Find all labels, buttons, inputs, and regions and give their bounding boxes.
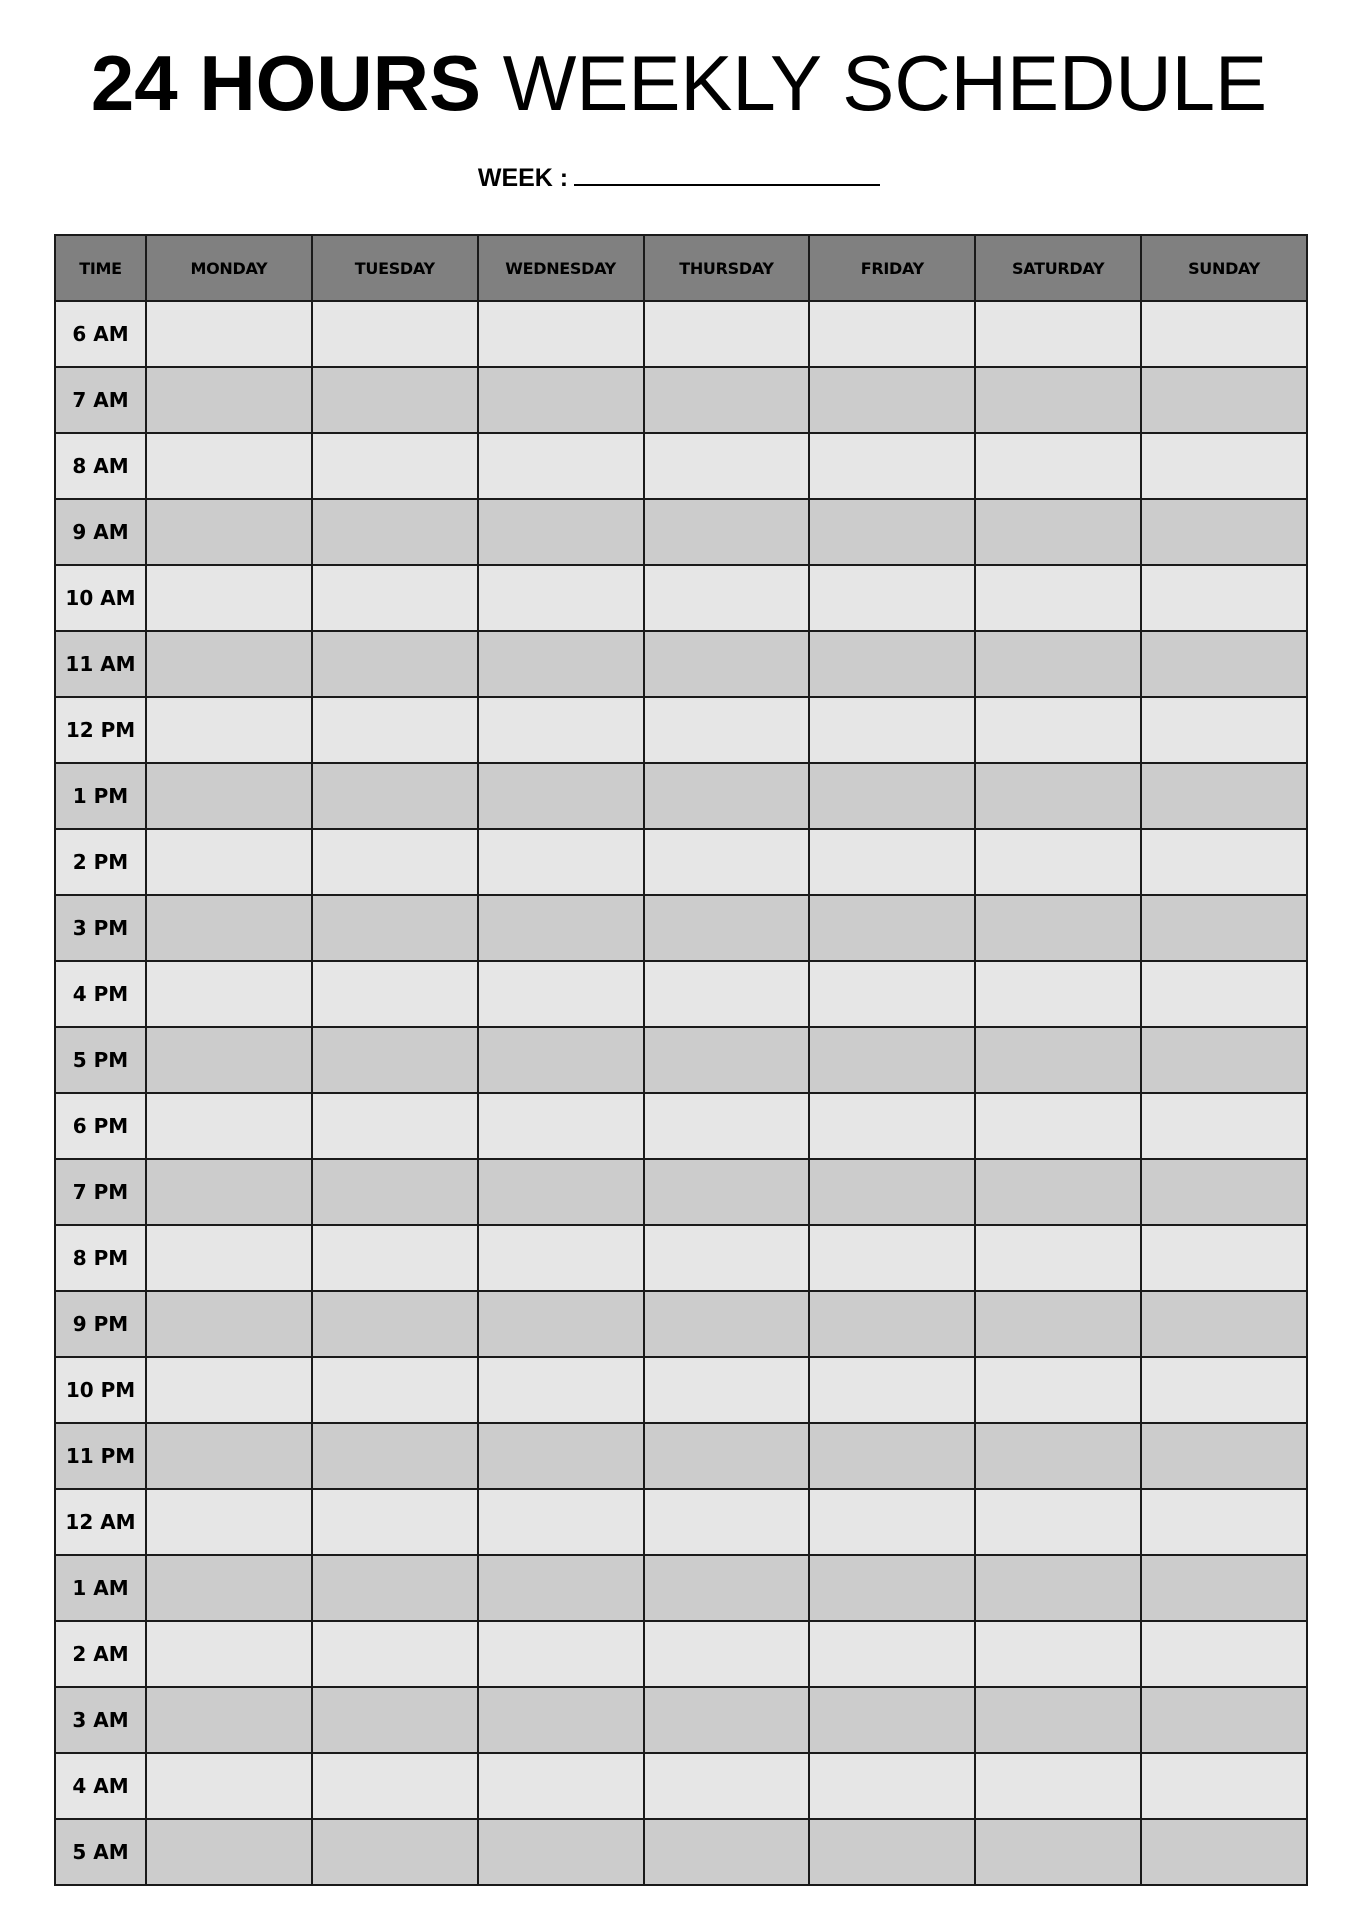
slot-cell-wednesday[interactable] [478, 1687, 644, 1753]
day-header-sunday: SUNDAY [1141, 235, 1307, 301]
slot-cell-monday[interactable] [146, 1555, 312, 1621]
slot-cell-sunday[interactable] [1141, 1555, 1307, 1621]
table-row [55, 895, 1307, 961]
slot-cell-monday[interactable] [146, 895, 312, 961]
slot-cell-sunday[interactable] [1141, 1291, 1307, 1357]
slot-cell-wednesday[interactable] [478, 1819, 644, 1885]
slot-cell-wednesday[interactable] [478, 301, 644, 367]
slot-cell-monday[interactable] [146, 763, 312, 829]
slot-cell-thursday[interactable] [644, 1621, 810, 1687]
table-row [55, 829, 1307, 895]
slot-cell-thursday[interactable] [644, 1159, 810, 1225]
slot-cell-wednesday[interactable] [478, 1093, 644, 1159]
week-blank-line[interactable] [574, 159, 880, 186]
slot-cell-sunday[interactable] [1141, 697, 1307, 763]
slot-cell-friday[interactable] [809, 1225, 975, 1291]
table-row [55, 1423, 1307, 1489]
slot-cell-sunday[interactable] [1141, 763, 1307, 829]
slot-cell-monday[interactable] [146, 1093, 312, 1159]
time-column-header: TIME [55, 235, 146, 301]
slot-cell-wednesday[interactable] [478, 1621, 644, 1687]
day-header-friday: FRIDAY [809, 235, 975, 301]
slot-cell-thursday[interactable] [644, 1555, 810, 1621]
table-row [55, 763, 1307, 829]
schedule-body [55, 301, 1307, 1885]
page-title [0, 38, 1358, 128]
slot-cell-thursday[interactable] [644, 631, 810, 697]
slot-cell-tuesday[interactable] [312, 895, 478, 961]
slot-cell-friday[interactable] [809, 1555, 975, 1621]
table-row [55, 433, 1307, 499]
table-row [55, 1687, 1307, 1753]
table-row [55, 367, 1307, 433]
slot-cell-saturday[interactable] [975, 1291, 1141, 1357]
time-label: 2 PM [55, 829, 146, 895]
slot-cell-tuesday[interactable] [312, 1027, 478, 1093]
slot-cell-saturday[interactable] [975, 1687, 1141, 1753]
slot-cell-monday[interactable] [146, 565, 312, 631]
table-row [55, 565, 1307, 631]
slot-cell-saturday[interactable] [975, 1093, 1141, 1159]
slot-cell-wednesday[interactable] [478, 1159, 644, 1225]
slot-cell-thursday[interactable] [644, 1489, 810, 1555]
slot-cell-friday[interactable] [809, 1027, 975, 1093]
slot-cell-sunday[interactable] [1141, 1225, 1307, 1291]
slot-cell-wednesday[interactable] [478, 1225, 644, 1291]
slot-cell-monday[interactable] [146, 1159, 312, 1225]
slot-cell-saturday[interactable] [975, 895, 1141, 961]
slot-cell-saturday[interactable] [975, 499, 1141, 565]
slot-cell-wednesday[interactable] [478, 1357, 644, 1423]
slot-cell-saturday[interactable] [975, 433, 1141, 499]
slot-cell-wednesday[interactable] [478, 1489, 644, 1555]
table-row [55, 1753, 1307, 1819]
slot-cell-tuesday[interactable] [312, 367, 478, 433]
slot-cell-tuesday[interactable] [312, 499, 478, 565]
day-header-monday: MONDAY [146, 235, 312, 301]
slot-cell-sunday[interactable] [1141, 367, 1307, 433]
time-label: 4 AM [55, 1753, 146, 1819]
slot-cell-friday[interactable] [809, 763, 975, 829]
slot-cell-thursday[interactable] [644, 1225, 810, 1291]
slot-cell-saturday[interactable] [975, 1357, 1141, 1423]
slot-cell-friday[interactable] [809, 829, 975, 895]
slot-cell-thursday[interactable] [644, 1753, 810, 1819]
slot-cell-wednesday[interactable] [478, 1423, 644, 1489]
slot-cell-thursday[interactable] [644, 1027, 810, 1093]
table-row [55, 697, 1307, 763]
slot-cell-tuesday[interactable] [312, 433, 478, 499]
slot-cell-tuesday[interactable] [312, 1555, 478, 1621]
table-row [55, 631, 1307, 697]
slot-cell-tuesday[interactable] [312, 1489, 478, 1555]
slot-cell-thursday[interactable] [644, 829, 810, 895]
time-label: 7 AM [55, 367, 146, 433]
slot-cell-monday[interactable] [146, 1819, 312, 1885]
slot-cell-saturday[interactable] [975, 301, 1141, 367]
slot-cell-saturday[interactable] [975, 1753, 1141, 1819]
table-row [55, 1621, 1307, 1687]
slot-cell-friday[interactable] [809, 1819, 975, 1885]
time-label: 10 AM [55, 565, 146, 631]
slot-cell-wednesday[interactable] [478, 697, 644, 763]
slot-cell-tuesday[interactable] [312, 1621, 478, 1687]
slot-cell-saturday[interactable] [975, 565, 1141, 631]
time-label: 1 PM [55, 763, 146, 829]
slot-cell-sunday[interactable] [1141, 1357, 1307, 1423]
slot-cell-friday[interactable] [809, 301, 975, 367]
slot-cell-friday[interactable] [809, 697, 975, 763]
slot-cell-sunday[interactable] [1141, 829, 1307, 895]
slot-cell-sunday[interactable] [1141, 1687, 1307, 1753]
time-label: 11 PM [55, 1423, 146, 1489]
slot-cell-saturday[interactable] [975, 631, 1141, 697]
week-field [0, 159, 1358, 194]
slot-cell-thursday[interactable] [644, 1093, 810, 1159]
slot-cell-monday[interactable] [146, 961, 312, 1027]
slot-cell-thursday[interactable] [644, 1357, 810, 1423]
slot-cell-friday[interactable] [809, 565, 975, 631]
slot-cell-friday[interactable] [809, 961, 975, 1027]
table-row [55, 1357, 1307, 1423]
slot-cell-wednesday[interactable] [478, 1753, 644, 1819]
slot-cell-monday[interactable] [146, 697, 312, 763]
slot-cell-monday[interactable] [146, 631, 312, 697]
slot-cell-sunday[interactable] [1141, 1093, 1307, 1159]
time-label: 12 PM [55, 697, 146, 763]
time-label: 10 PM [55, 1357, 146, 1423]
slot-cell-monday[interactable] [146, 1357, 312, 1423]
slot-cell-saturday[interactable] [975, 367, 1141, 433]
slot-cell-thursday[interactable] [644, 1423, 810, 1489]
time-label: 11 AM [55, 631, 146, 697]
time-label: 3 AM [55, 1687, 146, 1753]
time-label: 5 AM [55, 1819, 146, 1885]
slot-cell-friday[interactable] [809, 1687, 975, 1753]
slot-cell-saturday[interactable] [975, 829, 1141, 895]
slot-cell-thursday[interactable] [644, 367, 810, 433]
slot-cell-thursday[interactable] [644, 433, 810, 499]
slot-cell-wednesday[interactable] [478, 1027, 644, 1093]
slot-cell-tuesday[interactable] [312, 565, 478, 631]
slot-cell-wednesday[interactable] [478, 1291, 644, 1357]
slot-cell-thursday[interactable] [644, 1291, 810, 1357]
slot-cell-wednesday[interactable] [478, 829, 644, 895]
slot-cell-thursday[interactable] [644, 1687, 810, 1753]
slot-cell-friday[interactable] [809, 895, 975, 961]
slot-cell-friday[interactable] [809, 1753, 975, 1819]
slot-cell-monday[interactable] [146, 499, 312, 565]
schedule-table [54, 234, 1308, 1886]
slot-cell-sunday[interactable] [1141, 1159, 1307, 1225]
slot-cell-tuesday[interactable] [312, 763, 478, 829]
slot-cell-monday[interactable] [146, 367, 312, 433]
time-label: 8 PM [55, 1225, 146, 1291]
time-label: 7 PM [55, 1159, 146, 1225]
slot-cell-friday[interactable] [809, 631, 975, 697]
slot-cell-sunday[interactable] [1141, 565, 1307, 631]
time-label: 12 AM [55, 1489, 146, 1555]
slot-cell-tuesday[interactable] [312, 697, 478, 763]
time-label: 1 AM [55, 1555, 146, 1621]
slot-cell-monday[interactable] [146, 1423, 312, 1489]
slot-cell-saturday[interactable] [975, 1621, 1141, 1687]
slot-cell-sunday[interactable] [1141, 1489, 1307, 1555]
table-row [55, 301, 1307, 367]
slot-cell-wednesday[interactable] [478, 367, 644, 433]
slot-cell-friday[interactable] [809, 1159, 975, 1225]
slot-cell-thursday[interactable] [644, 895, 810, 961]
slot-cell-wednesday[interactable] [478, 895, 644, 961]
slot-cell-saturday[interactable] [975, 763, 1141, 829]
slot-cell-saturday[interactable] [975, 1027, 1141, 1093]
title-light-part: WEEKLY SCHEDULE [502, 39, 1268, 127]
slot-cell-thursday[interactable] [644, 301, 810, 367]
slot-cell-monday[interactable] [146, 1687, 312, 1753]
slot-cell-sunday[interactable] [1141, 1621, 1307, 1687]
slot-cell-wednesday[interactable] [478, 961, 644, 1027]
slot-cell-saturday[interactable] [975, 1159, 1141, 1225]
slot-cell-tuesday[interactable] [312, 1819, 478, 1885]
slot-cell-friday[interactable] [809, 1621, 975, 1687]
slot-cell-friday[interactable] [809, 1291, 975, 1357]
slot-cell-wednesday[interactable] [478, 433, 644, 499]
slot-cell-sunday[interactable] [1141, 895, 1307, 961]
slot-cell-wednesday[interactable] [478, 631, 644, 697]
table-row [55, 1555, 1307, 1621]
time-label: 8 AM [55, 433, 146, 499]
slot-cell-tuesday[interactable] [312, 1225, 478, 1291]
table-row [55, 961, 1307, 1027]
slot-cell-saturday[interactable] [975, 1555, 1141, 1621]
slot-cell-monday[interactable] [146, 1291, 312, 1357]
slot-cell-saturday[interactable] [975, 697, 1141, 763]
day-header-thursday: THURSDAY [644, 235, 810, 301]
slot-cell-thursday[interactable] [644, 499, 810, 565]
time-label: 5 PM [55, 1027, 146, 1093]
table-row [55, 1159, 1307, 1225]
slot-cell-saturday[interactable] [975, 961, 1141, 1027]
slot-cell-thursday[interactable] [644, 565, 810, 631]
slot-cell-saturday[interactable] [975, 1819, 1141, 1885]
table-row [55, 1093, 1307, 1159]
time-label: 6 AM [55, 301, 146, 367]
slot-cell-sunday[interactable] [1141, 301, 1307, 367]
slot-cell-thursday[interactable] [644, 697, 810, 763]
table-row [55, 1225, 1307, 1291]
slot-cell-tuesday[interactable] [312, 961, 478, 1027]
slot-cell-monday[interactable] [146, 1753, 312, 1819]
slot-cell-sunday[interactable] [1141, 1819, 1307, 1885]
slot-cell-tuesday[interactable] [312, 1423, 478, 1489]
time-label: 3 PM [55, 895, 146, 961]
slot-cell-sunday[interactable] [1141, 499, 1307, 565]
slot-cell-wednesday[interactable] [478, 763, 644, 829]
table-row [55, 1489, 1307, 1555]
slot-cell-sunday[interactable] [1141, 961, 1307, 1027]
slot-cell-tuesday[interactable] [312, 301, 478, 367]
slot-cell-tuesday[interactable] [312, 1753, 478, 1819]
slot-cell-sunday[interactable] [1141, 1753, 1307, 1819]
slot-cell-friday[interactable] [809, 1423, 975, 1489]
slot-cell-thursday[interactable] [644, 961, 810, 1027]
header-row [55, 235, 1307, 301]
slot-cell-sunday[interactable] [1141, 433, 1307, 499]
slot-cell-thursday[interactable] [644, 1819, 810, 1885]
slot-cell-wednesday[interactable] [478, 1555, 644, 1621]
slot-cell-monday[interactable] [146, 1621, 312, 1687]
slot-cell-tuesday[interactable] [312, 1357, 478, 1423]
time-label: 9 AM [55, 499, 146, 565]
slot-cell-tuesday[interactable] [312, 1291, 478, 1357]
day-header-wednesday: WEDNESDAY [478, 235, 644, 301]
slot-cell-monday[interactable] [146, 1027, 312, 1093]
slot-cell-tuesday[interactable] [312, 631, 478, 697]
slot-cell-monday[interactable] [146, 301, 312, 367]
time-label: 6 PM [55, 1093, 146, 1159]
table-row [55, 1027, 1307, 1093]
day-header-tuesday: TUESDAY [312, 235, 478, 301]
slot-cell-friday[interactable] [809, 1093, 975, 1159]
slot-cell-tuesday[interactable] [312, 1687, 478, 1753]
slot-cell-friday[interactable] [809, 499, 975, 565]
slot-cell-sunday[interactable] [1141, 631, 1307, 697]
slot-cell-tuesday[interactable] [312, 829, 478, 895]
slot-cell-tuesday[interactable] [312, 1093, 478, 1159]
slot-cell-saturday[interactable] [975, 1423, 1141, 1489]
slot-cell-saturday[interactable] [975, 1489, 1141, 1555]
slot-cell-friday[interactable] [809, 1357, 975, 1423]
slot-cell-friday[interactable] [809, 367, 975, 433]
slot-cell-sunday[interactable] [1141, 1423, 1307, 1489]
slot-cell-wednesday[interactable] [478, 499, 644, 565]
table-row [55, 1819, 1307, 1885]
table-row [55, 1291, 1307, 1357]
slot-cell-tuesday[interactable] [312, 1159, 478, 1225]
day-header-saturday: SATURDAY [975, 235, 1141, 301]
slot-cell-sunday[interactable] [1141, 1027, 1307, 1093]
slot-cell-monday[interactable] [146, 1489, 312, 1555]
slot-cell-monday[interactable] [146, 1225, 312, 1291]
slot-cell-wednesday[interactable] [478, 565, 644, 631]
slot-cell-friday[interactable] [809, 1489, 975, 1555]
slot-cell-monday[interactable] [146, 829, 312, 895]
time-label: 2 AM [55, 1621, 146, 1687]
slot-cell-friday[interactable] [809, 433, 975, 499]
time-label: 4 PM [55, 961, 146, 1027]
time-label: 9 PM [55, 1291, 146, 1357]
slot-cell-monday[interactable] [146, 433, 312, 499]
slot-cell-thursday[interactable] [644, 763, 810, 829]
title-bold-part: 24 HOURS [90, 39, 482, 127]
slot-cell-saturday[interactable] [975, 1225, 1141, 1291]
week-label: WEEK : [477, 164, 569, 192]
table-row [55, 499, 1307, 565]
